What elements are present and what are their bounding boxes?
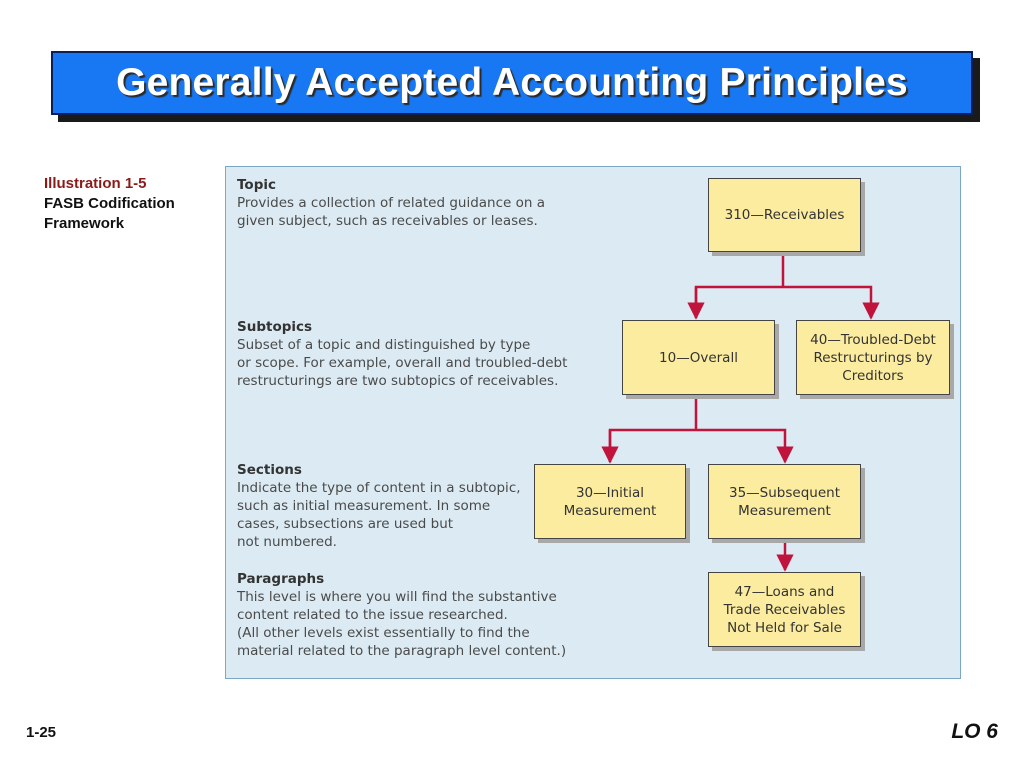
connector-receivables: [696, 252, 871, 318]
box-receivables: [708, 178, 861, 252]
level-heading: Subtopics: [237, 319, 313, 335]
slide-title: Generally Accepted Accounting Principles: [116, 61, 908, 104]
illustration-number: Illustration 1-5: [44, 175, 147, 192]
box-initial-measurement: [534, 464, 686, 539]
level-heading: Sections: [237, 462, 302, 478]
box-troubled-debt: [796, 320, 950, 395]
illustration-caption-line-2: Framework: [44, 215, 125, 232]
level-heading: Topic: [237, 177, 276, 193]
connector-overall: [610, 395, 785, 462]
level-description: Subset of a topic and distinguished by type or scope. For example, overall and troubled-debt restructurings are two subtopics of receivables.: [237, 337, 568, 389]
box-label: 310—Receivables: [724, 207, 845, 223]
box-label: 30—Initial Measurement: [563, 484, 657, 519]
slide-number: 1-25: [26, 724, 57, 741]
level-heading: Paragraphs: [237, 571, 325, 587]
box-subsequent-measurement: [708, 464, 861, 539]
level-description: This level is where you will find the substantive content related to the issue researched. (All other levels exist essentially to find the material related to the paragraph level content.): [237, 589, 567, 659]
box-label: 35—Subsequent Measurement: [729, 484, 840, 519]
illustration-caption-line-1: FASB Codification: [44, 195, 175, 212]
level-description: Provides a collection of related guidance on a given subject, such as receivables or leases.: [237, 195, 546, 229]
learning-objective: LO 6: [951, 720, 998, 743]
box-overall: [622, 320, 775, 395]
box-loans-receivables: [708, 572, 861, 647]
level-description: Indicate the type of content in a subtopic, such as initial measurement. In some cases, subsections are used but not numbered.: [237, 480, 521, 550]
box-label: 47—Loans and Trade Receivables Not Held for Sale: [723, 583, 846, 636]
box-label: 40—Troubled-Debt Restructurings by Creditors: [810, 331, 936, 384]
box-label: 10—Overall: [659, 349, 738, 366]
